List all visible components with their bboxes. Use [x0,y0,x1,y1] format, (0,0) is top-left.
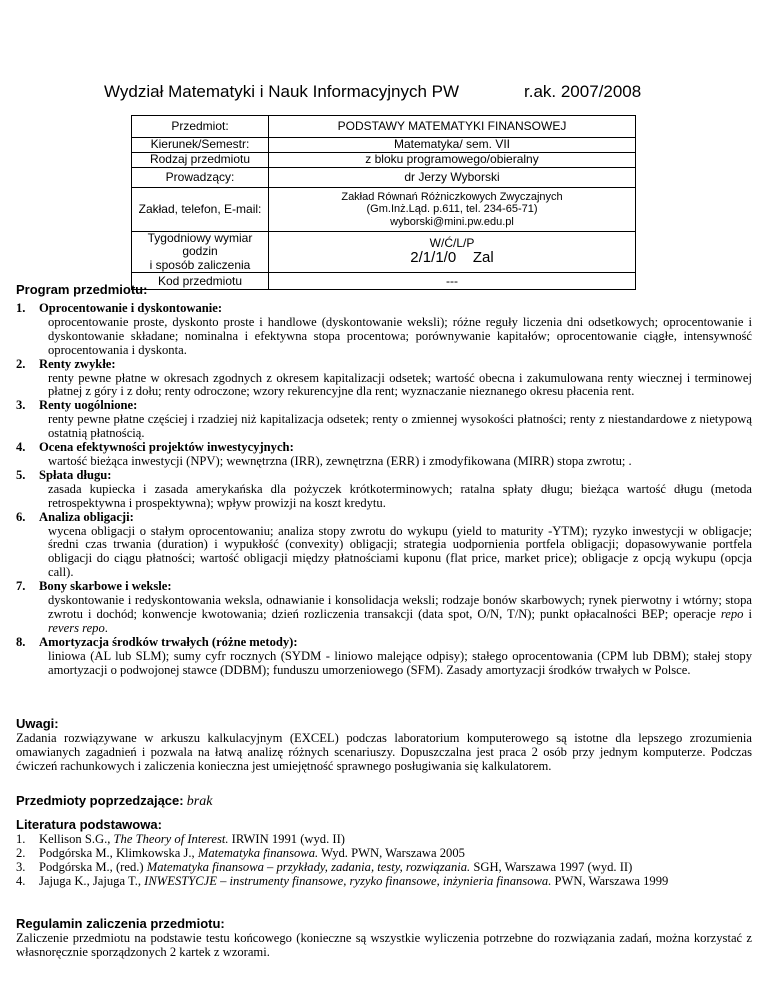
literature-section [16,818,752,888]
field-value: Matematyka/ sem. VII [269,138,636,153]
book-author: Jajuga K., Jajuga T., [39,874,145,888]
item-title: Renty uogólnione: [39,398,138,413]
item-description: wartość bieżąca inwestycji (NPV); wewnętrzna (IRR), zewnętrzna (ERR) i zmodyfikowana (MIRR) stopa zwrotu; . [48,453,632,468]
item-number: 2. [16,356,26,371]
program-item [16,511,752,581]
literature-item [16,832,752,846]
prerequisites-title: Przedmioty poprzedzające: [16,793,184,808]
remarks-section [16,717,752,773]
item-number: 4. [16,440,26,455]
item-title: Oprocentowanie i dyskontowanie: [39,301,223,315]
item-title: Spłata długu: [39,467,112,482]
contact-label: Zakład, telefon, E-mail: [132,188,269,232]
desc-emphasis: revers repo [48,620,105,635]
book-publisher: PWN, Warszawa 1999 [551,874,669,888]
book-title: INWESTYCJE – instrumenty finansowe, ryzyko finansowe, inżynieria finansowa. [144,874,552,888]
page-header [104,82,664,106]
program-item [16,399,752,441]
item-title: Analiza obligacji: [39,509,134,524]
rules-text: Zaliczenie przedmiotu na podstawie testu końcowego (konieczne są wszystkie wyliczenia potrzebne do rozwiązania zadań, można korzystać z własnoręcznie sporządzonych 2 kartek z wzorami. [16,931,752,959]
item-description [39,594,752,636]
program-item [16,580,752,636]
program-item [16,441,752,469]
department-name: Zakład Równań Różniczkowych Zwyczajnych [341,191,563,204]
book-author: Podgórska M., Klimkowska J., [39,846,198,860]
type-label: Rodzaj przedmiotu [132,153,269,168]
item-title: Amortyzacja środków trwałych (różne metody): [39,634,298,649]
credit-type: Zal [472,249,494,267]
book-publisher: SGH, Warszawa 1997 (wyd. II) [470,860,633,874]
item-description: renty pewne płatne częściej i rzadziej niż kapitalizacja odsetek; renty o zmiennej wysokości płatności; renty z niestandardowe z nietypową ostatnią płatnością. [48,412,752,441]
item-number: 8. [16,634,26,649]
item-number: 3. [16,860,26,874]
literature-item [16,874,752,888]
program-item [16,469,752,511]
contact-value [269,188,636,232]
field-label: Kierunek/Semestr: [132,138,269,153]
lecturer-value: dr Jerzy Wyborski [269,168,636,188]
prerequisites-section [16,794,752,809]
academic-year: r.ak. 2007/2008 [524,82,642,101]
hours-label-line2: i sposób zaliczenia [149,257,251,272]
item-number: 1. [16,301,26,315]
remarks-text: Zadania rozwiązywane w arkuszu kalkulacyjnym (EXCEL) podczas laboratorium komputerowego są istotne dla lepszego zrozumienia omawianych zagadnień i pozwala na łatwą analizę różnych scenariuszy. Dopuszczalna jest praca 2 osób przy jednym komputerze. Podczas ćwiczeń rachunkowych i zaliczenia konieczna jest umiejętność sprawnego posługiwania się kalkulatorem. [16,731,752,773]
email-address: wyborski@mini.pw.edu.pl [390,215,514,228]
code-value: --- [269,273,636,290]
item-number: 5. [16,467,26,482]
program-item [16,636,752,678]
book-publisher: IRWIN 1991 (wyd. II) [228,832,345,846]
remarks-title: Uwagi: [16,716,59,731]
course-info-table [131,115,636,290]
program-title: Program przedmiotu: [16,282,148,297]
book-publisher: Wyd. PWN, Warszawa 2005 [318,846,465,860]
hours-label [132,232,269,273]
rules-section [16,917,752,959]
book-title: Matematyka finansowa. [197,846,319,860]
item-number: 1. [16,832,26,846]
item-title: Bony skarbowe i weksle: [39,579,172,594]
item-number: 2. [16,846,26,860]
hours-value [269,232,636,273]
literature-item [16,846,752,860]
type-value: z bloku programowego/obieralny [269,153,636,168]
faculty-name: Wydział Matematyki i Nauk Informacyjnych PW [104,82,460,101]
item-title: Ocena efektywności projektów inwestycyjnych: [39,440,294,455]
program-item [16,358,752,400]
prerequisites-value: brak [186,794,213,809]
book-author: Kellison S.G., [39,832,114,846]
book-title: Matematyka finansowa – przykłady, zadania, testy, rozwiązania. [146,860,471,874]
literature-item [16,860,752,874]
item-number: 3. [16,398,26,413]
item-title: Renty zwykłe: [39,356,116,371]
item-description: renty pewne płatne w okresach zgodnych z okresem kapitalizacji odsetek; wartość obecna i zakumulowana renty wiecznej i terminowej płatnej z góry i z dołu; renty odroczone; wzory rekurencyjne dla rent; wyznaczanie nieznanego okresu płacenia rent. [48,370,752,399]
program-item [16,302,752,358]
hours-header: W/Ć/L/P [429,236,475,251]
subject-label: Przedmiot: [132,116,269,138]
hours-values [271,250,633,267]
desc-emphasis: repo [720,606,744,621]
item-description: zasada kupiecka i zasada amerykańska dla pożyczek krótkoterminowych; ratalna spłaty długu; bieżąca wartość długu (metoda retrospektywna i prospektywna); wpływ prowizji na koszt kredytu. [48,481,752,510]
rules-title: Regulamin zaliczenia przedmiotu: [16,916,225,931]
item-description: oprocentowanie proste, dyskonto proste i handlowe (dyskontowanie weksli); różne reguły liczenia dni odsetkowych; oprocentowanie i dyskontowanie składane; nominalna i efektywna stopa procentowa; porównywanie kapitałów; oprocentowanie ciągłe, intensywność oprocentowania i dyskonta. [48,314,752,357]
lecturer-label: Prowadzący: [132,168,269,188]
item-number: 6. [16,509,26,524]
item-number: 4. [16,874,26,888]
desc-text: dyskontowanie i redyskontowania weksla, odnawianie i konsolidacja weksli; rodzaje bonów skarbowych; rynek pierwotny i wtórny; stopa zwrotu i dochód; konwencje kwotowania; dzień rozliczenia transakcji (data spot, O/N, T/N); punkt opłacalności BEP; operacje [48,593,752,621]
code-label: Kod przedmiotu [132,273,269,290]
hours-split: 2/1/1/0 [410,249,457,267]
item-description: wycena obligacji o stałym oprocentowaniu; analiza stopy zwrotu do wykupu (yield to maturity -YTM); ryzyko inwestycji w obligacje; średni czas trwania (duration) i wypukłość (convexity) obligacji; strategia uodpornienia portfela obligacji; dopasowywanie portfela obligacji do ciągu płatności; wartość obligacji między płatnościami kuponu (flat price, market price); obligacje z opcją wykupu (opcja call). [48,523,752,580]
item-description: liniowa (AL lub SLM); sumy cyfr rocznych (SYDM - liniowo malejące odpisy); stałego oprocentowania (CPM lub DBM); stałej stopy amortyzacji o podwojonej stawce (DDBM); funduszu umorzeniowego (SFM). Zasady amortyzacji środków trwałych w Polsce. [48,648,752,677]
desc-text: . [104,620,108,635]
office-phone: (Gm.Inż.Ląd. p.611, tel. 234-65-71) [366,203,538,216]
subject-value: PODSTAWY MATEMATYKI FINANSOWEJ [269,116,636,138]
desc-text: i [743,606,752,621]
literature-title: Literatura podstawowa: [16,817,162,832]
literature-list [16,832,752,888]
hours-label-line1: Tygodniowy wymiar godzin [147,231,253,259]
book-title: The Theory of Interest. [113,832,229,846]
program-list [16,302,752,677]
item-number: 7. [16,579,26,594]
book-author: Podgórska M., (red.) [39,860,147,874]
